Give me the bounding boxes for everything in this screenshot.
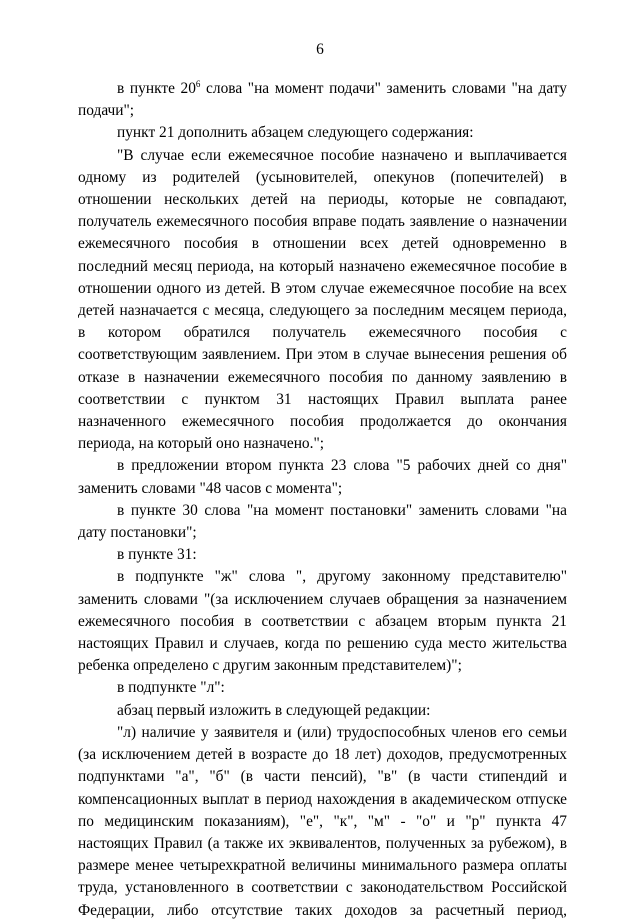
paragraph-7: в подпункте "ж" слова ", другому законному представителю" заменить словами "(за исключением случаев обращения за назначением ежемесячного пособия в соответствии с абзацем вторым пункта 21 настоящих Правил и случаев, когда по решению суда место жительства ребенка определено с другим законным представителем)"; — [78, 568, 567, 675]
paragraph-3: "В случае если ежемесячное пособие назначено и выплачивается одному из родителей (усыновителей, опекунов (попечителей) в отношении нескольких детей на периоды, которые не совпадают, получатель ежемесячного пособия вправе подать заявление о назначении ежемесячного пособия в отношении всех детей одновременно в последний месяц периода, на который назначено ежемесячное пособие в отношении одного из детей. В этом случае ежемесячное пособие на всех детей назначается с месяца, следующего за последним месяцем периода, в котором обратился получатель ежемесячного пособия с соответствующим заявлением. При этом в случае вынесения решения об отказе в назначении ежемесячного пособия по данному заявлению в соответствии с пунктом 31 настоящих Правил выплата ранее назначенного ежемесячного пособия продолжается до окончания периода, на который оно назначено."; — [78, 146, 567, 453]
paragraph-1-text-b: слова "на момент подачи" заменить словами "на дату подачи"; — [78, 80, 567, 120]
paragraph-10: "л) наличие у заявителя и (или) трудоспособных членов его семьи (за исключением детей в возрасте до 18 лет) доходов, предусмотренных подпунктами "а", "б" (в части пенсий), "в" (в части стипендий и компенсационных выплат в период нахождения в академическом отпуске по медицинским показаниям), "е", "к", "м" - "о" и "р" пункта 47 настоящих Правил (а также их эквивалентов, полученных за рубежом), в размере менее четырехкратной величины минимального размера оплаты труда, установленного в соответствии с законодательством Российской Федерации, либо отсутствие таких доходов за расчетный период, — [78, 723, 567, 919]
paragraph-8: в подпункте "л": — [117, 679, 225, 697]
paragraph-2: пункт 21 дополнить абзацем следующего содержания: — [117, 124, 474, 142]
paragraph-9: абзац первый изложить в следующей редакции: — [117, 701, 431, 719]
paragraph-4: в предложении втором пункта 23 слова "5 рабочих дней со дня" заменить словами "48 часов с момента"; — [78, 457, 567, 497]
page-number: 6 — [316, 41, 324, 58]
paragraph-6: в пункте 31: — [117, 546, 197, 564]
paragraph-5: в пункте 30 слова "на момент постановки" заменить словами "на дату постановки"; — [78, 501, 567, 542]
paragraph-1-superscript: 6 — [195, 79, 201, 89]
paragraph-1-text-a: в пункте 20 — [117, 80, 196, 97]
paragraph-1 — [78, 78, 567, 122]
document-body — [78, 78, 567, 922]
